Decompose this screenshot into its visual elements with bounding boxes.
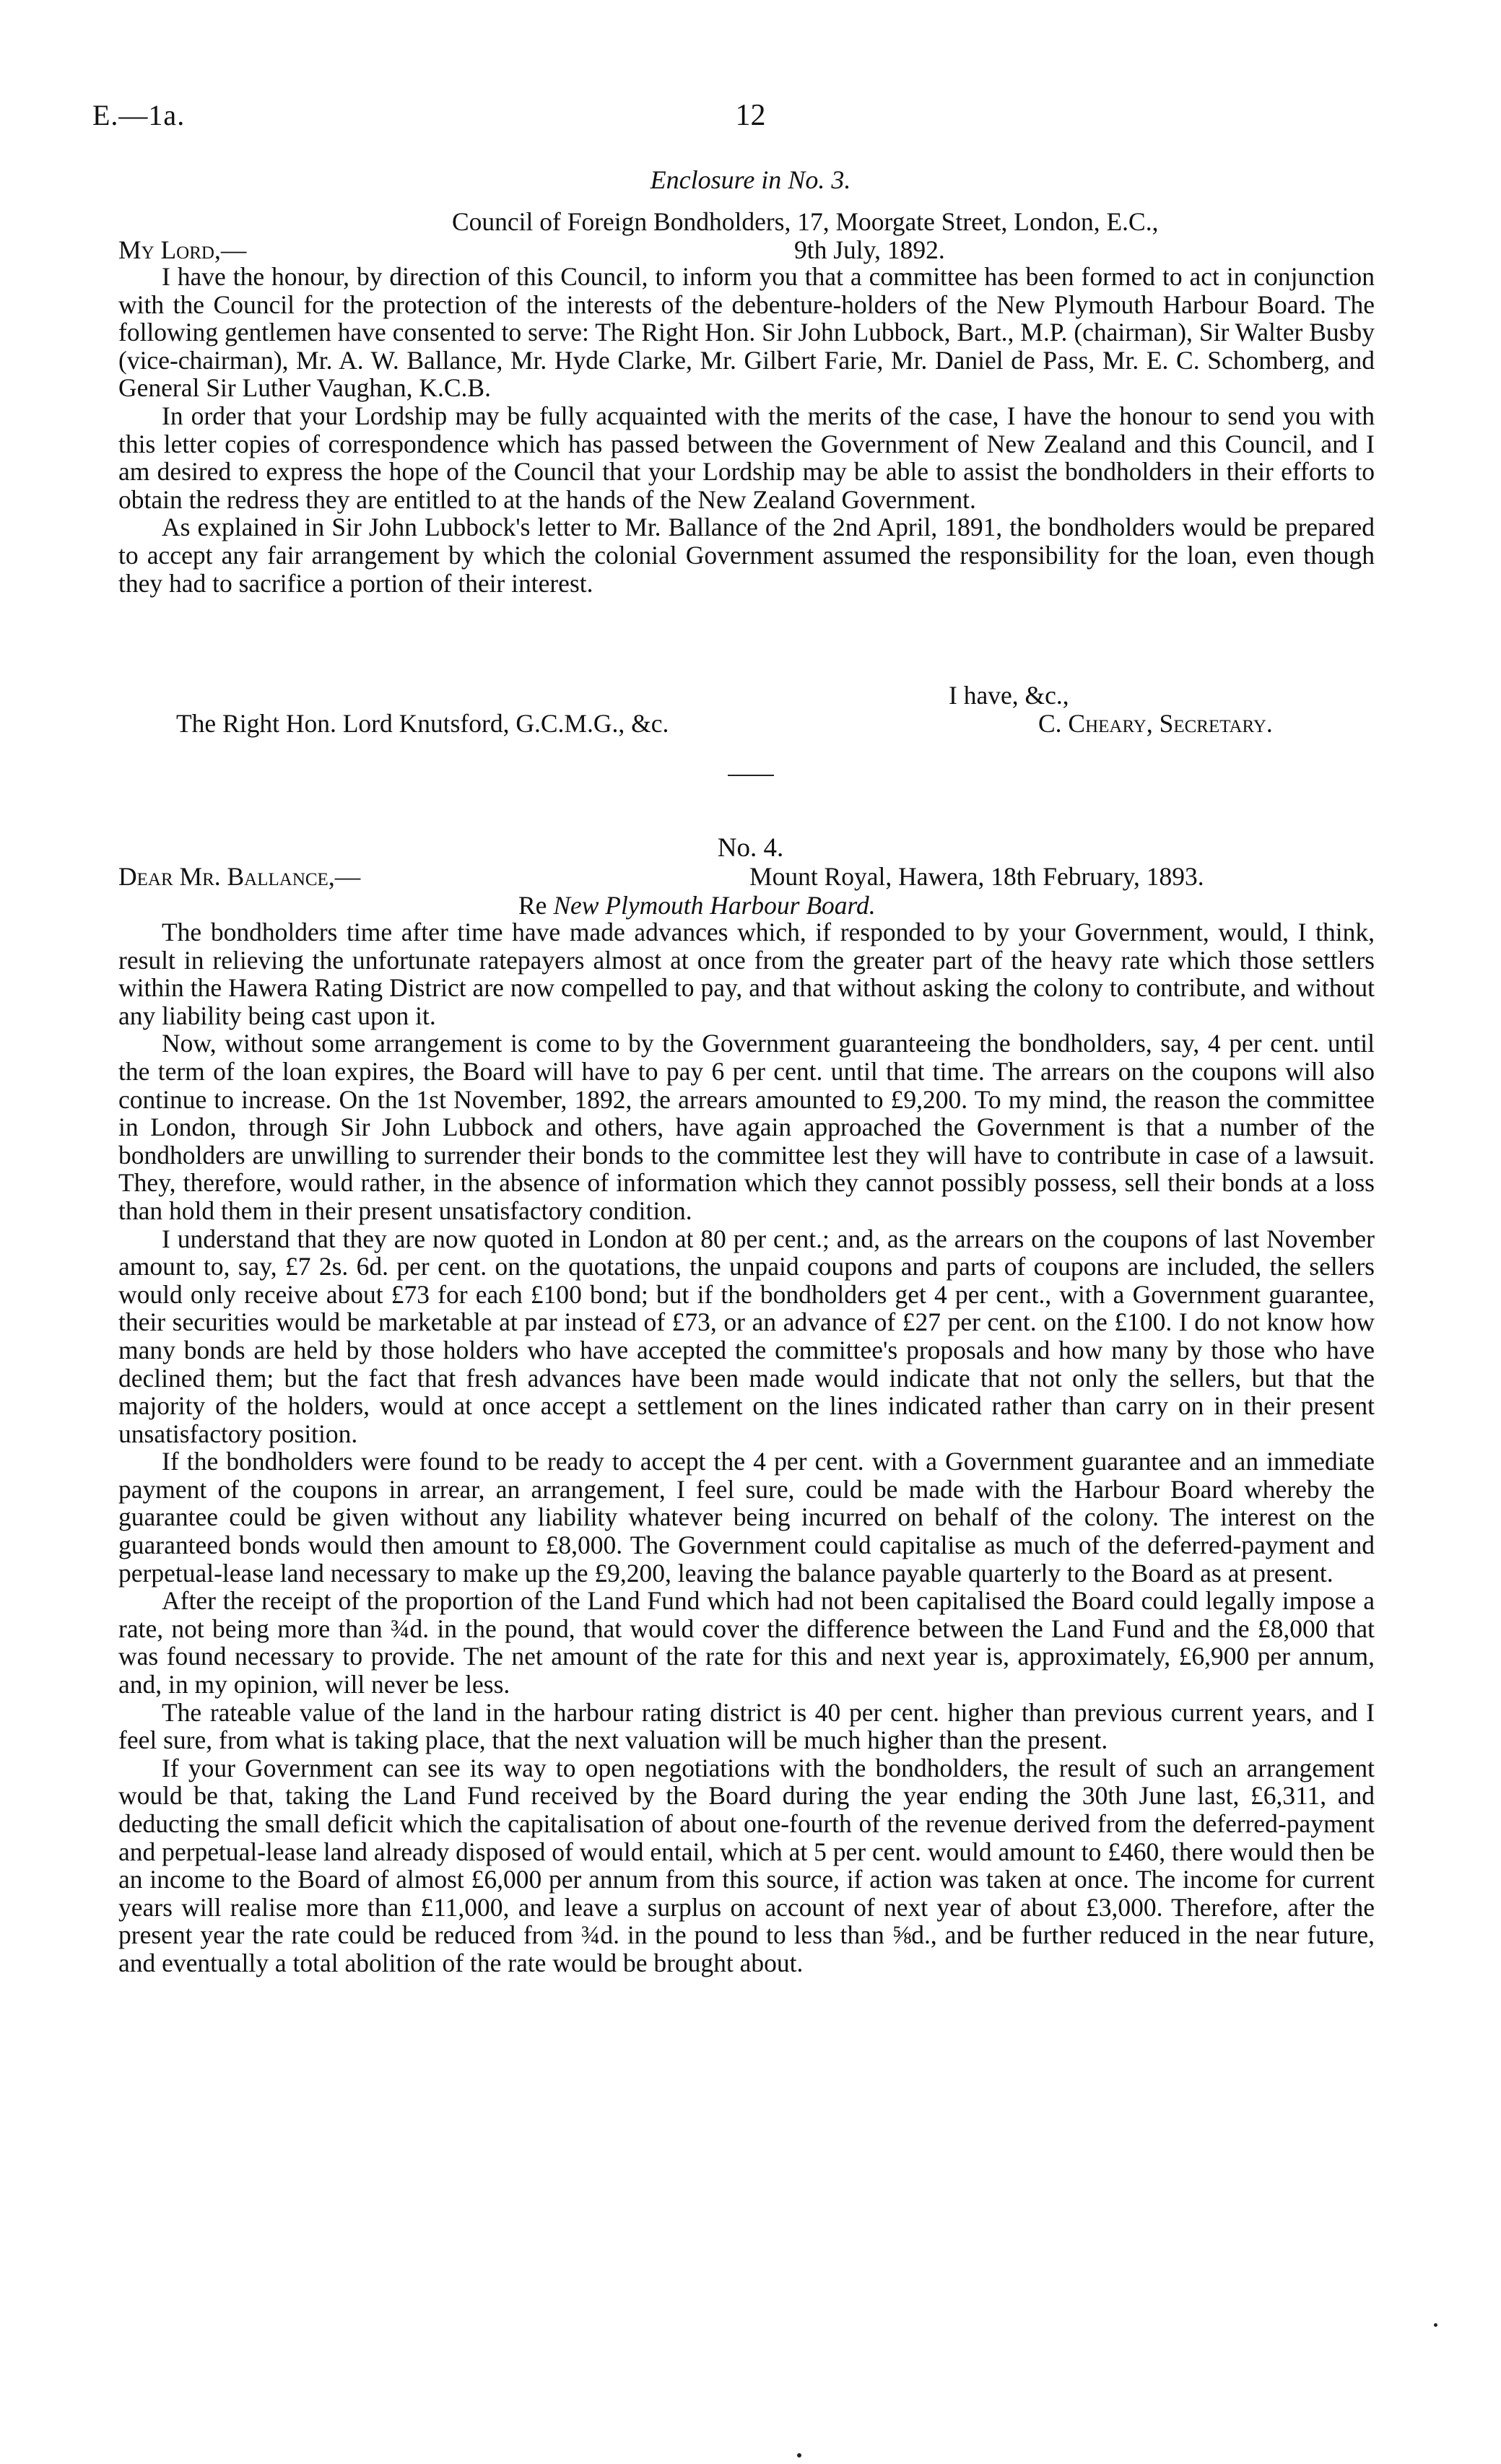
letter-paragraph: The rateable value of the land in the harbour rating district is 40 per cent. higher than previous current years, and I feel sure, from what is taking place, that the next valuation will be much higher than the present. (118, 1697, 1375, 1755)
ink-speck (797, 2453, 801, 2458)
document-reference: E.—1a. (92, 99, 186, 131)
letter-paragraph: After the receipt of the proportion of the Land Fund which had not been capitalised the Board could legally impose a rate, not being more than ¾d. in the pound, that would cover the difference between the Land Fund and the £8,000 that was found necessary to provide. The net amount of the rate for this and next year is, approximately, £6,900 per annum, and, in my opinion, will never be less. (118, 1586, 1375, 1699)
ink-speck (1434, 2323, 1437, 2327)
enclosure-closing: I have, &c., (949, 681, 1069, 710)
letter-paragraph: If the bondholders were found to be ready to accept the 4 per cent. with a Government guarantee and an immediate payment of the coupons in arrear, an arrangement, I feel sure, could be made with the Harbour Board whereby the guarantee could be given without any liability whatever being incurred on behalf of the colony. The interest on the guaranteed bonds would then amount to £8,000. The Government could capitalise as much of the deferred-payment and perpetual-lease land necessary to make up the £9,200, leaving the balance payable quarterly to the Board as at present. (118, 1447, 1375, 1588)
enclosure-paragraph: In order that your Lordship may be fully acquainted with the merits of the case, I have the honour to send you with this letter copies of correspondence which has passed between the Government of New Zealand and this Council, and I am desired to express the hope of the Council that your Lordship may be able to assist the bondholders in their efforts to obtain the redress they are entitled to at the hands of the New Zealand Government. (118, 401, 1375, 514)
page-number: 12 (735, 99, 766, 132)
enclosure-address: Council of Foreign Bondholders, 17, Moorgate Street, London, E.C., (452, 207, 1159, 236)
enclosure-paragraph: I have the honour, by direction of this Council, to inform you that a committee has been formed to act in conjunction with the Council for the protection of the interests of the debenture-holders of the New Plymouth Harbour Board. The following gentlemen have consented to serve: The Right Hon. Sir John Lubbock, Bart., M.P. (chairman), Sir Walter Busby (vice-chairman), Mr. A. W. Ballance, Mr. Hyde Clarke, Mr. Gilbert Farie, Mr. Daniel de Pass, Mr. E. C. Schomberg, and General Sir Luther Vaughan, K.C.B. (118, 262, 1375, 403)
letter-paragraph: If your Government can see its way to open negotiations with the bondholders, the result of such an arrangement would be that, taking the Land Fund received by the Board during the year ending the 30th June last, £6,311, and deducting the small deficit which the capitalisation of about one-fourth of the revenue derived from the deferred-payment and perpetual-lease land already disposed of would entail, which at 5 per cent. would amount to £460, there would then be an income to the Board of almost £6,000 per annum from this source, if action was taken at once. The income for current years will realise more than £11,000, and leave a surplus on account of next year of about £3,000. Therefore, after the present year the rate could be reduced from ¾d. in the pound to less than ⅝d., and be further reduced in the near future, and eventually a total abolition of the rate would be brought about. (118, 1753, 1375, 1977)
letter-subject-line (518, 890, 876, 920)
enclosure-addressee: The Right Hon. Lord Knutsford, G.C.M.G., &c. (176, 709, 669, 738)
letter-subject: New Plymouth Harbour Board. (553, 891, 876, 920)
section-divider (728, 775, 774, 776)
letter-body (118, 918, 1375, 1977)
letter-paragraph: Now, without some arrangement is come to by the Government guaranteeing the bondholders, say, 4 per cent. until the term of the loan expires, the Board will have to pay 6 per cent. until that time. The arrears on the coupons will also continue to increase. On the 1st November, 1892, the arrears amounted to £9,200. To my mind, the reason the committee in London, through Sir John Lubbock and others, have again approached the Government is that a number of the bondholders are unwilling to surrender their bonds to the committee lest they will have to contribute in case of a lawsuit. They, therefore, would rather, in the absence of information which they cannot possibly possess, sell their bonds at a loss than hold them in their present unsatisfactory condition. (118, 1029, 1375, 1225)
enclosure-heading: Enclosure in No. 3. (650, 165, 851, 194)
letter-salutation: Dear Mr. Ballance,— (118, 862, 361, 891)
enclosure-body (118, 263, 1375, 597)
enclosure-date: 9th July, 1892. (794, 235, 945, 264)
letter-heading: No. 4. (717, 833, 784, 863)
enclosure-paragraph: As explained in Sir John Lubbock's letter to Mr. Ballance of the 2nd April, 1891, the bondholders would be prepared to accept any fair arrangement by which the colonial Government assumed the responsibility for the loan, even though they had to sacrifice a portion of their interest. (118, 513, 1375, 598)
letter-paragraph: I understand that they are now quoted in London at 80 per cent.; and, as the arrears on the coupons of last November amount to, say, £7 2s. 6d. per cent. on the quotations, the unpaid coupons and parts of coupons are included, the sellers would only receive about £73 for each £100 bond; but if the bondholders get 4 per cent., with a Government guarantee, their securities would be marketable at par instead of £73, or an advance of £27 per cent. on the £100. I do not know how many bonds are held by those holders who have accepted the committee's proposals and how many by those who have declined them; but the fact that fresh advances have been made would indicate that not only the sellers, but that the majority of the holders, would at once accept a settlement on the lines indicated rather than carry on in their present unsatisfactory position. (118, 1224, 1375, 1448)
letter-paragraph: The bondholders time after time have made advances which, if responded to by your Government, would, I think, result in relieving the unfortunate ratepayers almost at once from the greater part of the heavy rate which those settlers within the Hawera Rating District are now compelled to pay, and that without asking the colony to contribute, and without any liability being cast upon it. (118, 918, 1375, 1030)
letter-subject-prefix: Re (518, 891, 547, 920)
letter-address-date: Mount Royal, Hawera, 18th February, 1893. (749, 862, 1204, 891)
enclosure-salutation: My Lord,— (118, 235, 247, 264)
enclosure-signature: C. Cheary, Secretary. (1038, 709, 1273, 738)
